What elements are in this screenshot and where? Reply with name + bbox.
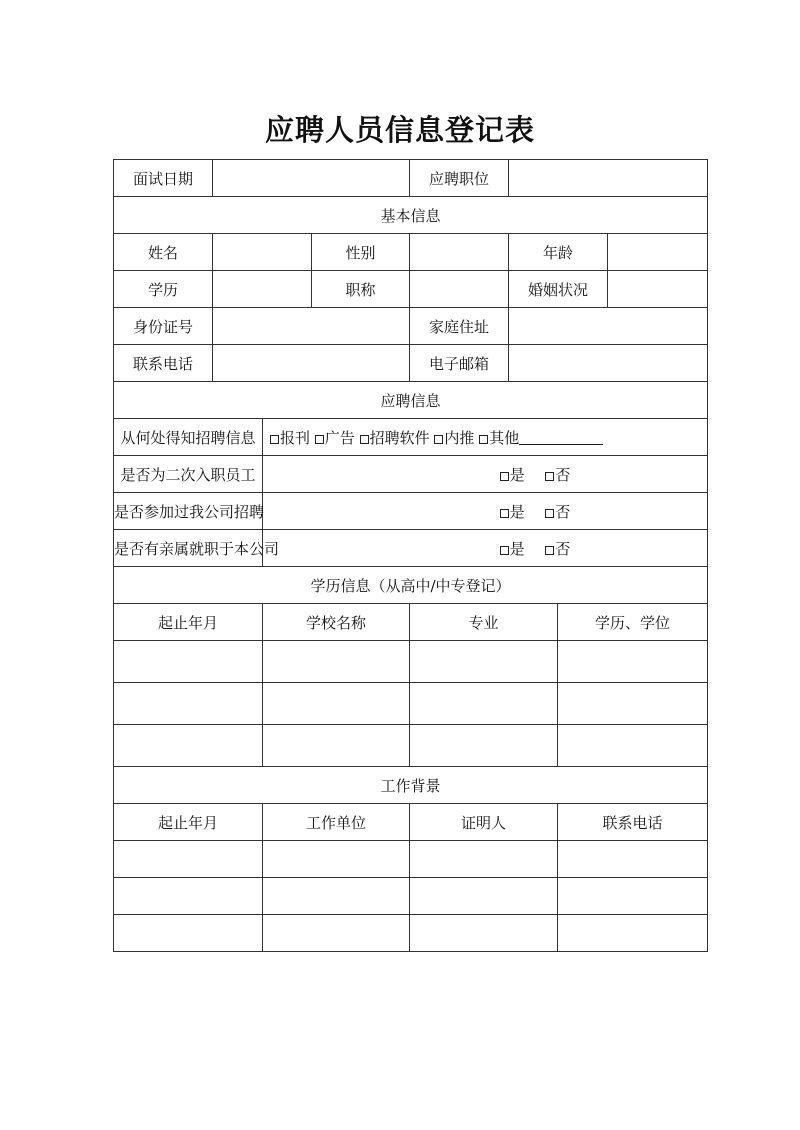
option-newspaper[interactable]: 报刊 bbox=[270, 427, 310, 448]
marital-status-label: 婚姻状况 bbox=[509, 271, 608, 308]
edu-cell[interactable] bbox=[410, 683, 558, 725]
rehire-answer bbox=[263, 456, 708, 493]
work-col-period: 起止年月 bbox=[114, 804, 263, 841]
checkbox-icon[interactable] bbox=[315, 435, 324, 444]
education-info-section-header: 学历信息（从高中/中专登记） bbox=[114, 567, 708, 604]
id-number-field[interactable] bbox=[213, 308, 410, 345]
age-label: 年龄 bbox=[509, 234, 608, 271]
application-info-section-header: 应聘信息 bbox=[114, 382, 708, 419]
table-row bbox=[114, 878, 708, 915]
edu-cell[interactable] bbox=[410, 641, 558, 683]
checkbox-icon[interactable] bbox=[479, 435, 488, 444]
interview-date-label: 面试日期 bbox=[114, 160, 213, 197]
gender-field[interactable] bbox=[410, 234, 509, 271]
name-label: 姓名 bbox=[114, 234, 213, 271]
work-cell[interactable] bbox=[410, 915, 558, 952]
option-referral[interactable]: 内推 bbox=[434, 427, 474, 448]
prior-recruitment-answer bbox=[263, 493, 708, 530]
edu-col-school: 学校名称 bbox=[263, 604, 410, 641]
edu-cell[interactable] bbox=[114, 683, 263, 725]
checkbox-icon[interactable] bbox=[500, 472, 509, 481]
edu-col-period: 起止年月 bbox=[114, 604, 263, 641]
education-field[interactable] bbox=[213, 271, 312, 308]
yes-option[interactable]: 是 bbox=[500, 538, 525, 559]
work-col-reference: 证明人 bbox=[410, 804, 558, 841]
home-address-label: 家庭住址 bbox=[410, 308, 509, 345]
relatives-question: 是否有亲属就职于本公司 bbox=[114, 530, 263, 567]
email-label: 电子邮箱 bbox=[410, 345, 509, 382]
edu-cell[interactable] bbox=[263, 641, 410, 683]
job-title-label: 职称 bbox=[312, 271, 410, 308]
checkbox-icon[interactable] bbox=[500, 509, 509, 518]
checkbox-icon[interactable] bbox=[270, 435, 279, 444]
option-advertisement[interactable]: 广告 bbox=[315, 427, 355, 448]
prior-recruitment-question: 是否参加过我公司招聘 bbox=[114, 493, 263, 530]
gender-label: 性别 bbox=[312, 234, 410, 271]
checkbox-icon[interactable] bbox=[545, 472, 554, 481]
position-label: 应聘职位 bbox=[410, 160, 509, 197]
info-source-options bbox=[263, 419, 708, 456]
id-number-label: 身份证号 bbox=[114, 308, 213, 345]
edu-cell[interactable] bbox=[558, 641, 708, 683]
checkbox-icon[interactable] bbox=[434, 435, 443, 444]
education-label: 学历 bbox=[114, 271, 213, 308]
home-address-field[interactable] bbox=[509, 308, 708, 345]
edu-cell[interactable] bbox=[558, 725, 708, 767]
edu-cell[interactable] bbox=[263, 725, 410, 767]
checkbox-icon[interactable] bbox=[360, 435, 369, 444]
registration-form bbox=[113, 159, 708, 952]
work-background-section-header: 工作背景 bbox=[114, 767, 708, 804]
work-cell[interactable] bbox=[558, 878, 708, 915]
work-cell[interactable] bbox=[114, 915, 263, 952]
table-row bbox=[114, 683, 708, 725]
edu-col-major: 专业 bbox=[410, 604, 558, 641]
phone-label: 联系电话 bbox=[114, 345, 213, 382]
phone-field[interactable] bbox=[213, 345, 410, 382]
edu-cell[interactable] bbox=[263, 683, 410, 725]
edu-cell[interactable] bbox=[558, 683, 708, 725]
relatives-answer bbox=[263, 530, 708, 567]
checkbox-icon[interactable] bbox=[545, 509, 554, 518]
edu-cell[interactable] bbox=[114, 641, 263, 683]
no-option[interactable]: 否 bbox=[545, 538, 570, 559]
edu-cell[interactable] bbox=[114, 725, 263, 767]
checkbox-icon[interactable] bbox=[545, 546, 554, 555]
work-cell[interactable] bbox=[114, 841, 263, 878]
other-fill-line[interactable] bbox=[519, 430, 603, 445]
no-option[interactable]: 否 bbox=[545, 464, 570, 485]
info-source-label: 从何处得知招聘信息 bbox=[114, 419, 263, 456]
yes-option[interactable]: 是 bbox=[500, 464, 525, 485]
edu-cell[interactable] bbox=[410, 725, 558, 767]
work-cell[interactable] bbox=[263, 841, 410, 878]
table-row bbox=[114, 641, 708, 683]
edu-col-degree: 学历、学位 bbox=[558, 604, 708, 641]
basic-info-section-header: 基本信息 bbox=[114, 197, 708, 234]
work-cell[interactable] bbox=[114, 878, 263, 915]
work-cell[interactable] bbox=[558, 841, 708, 878]
yes-option[interactable]: 是 bbox=[500, 501, 525, 522]
position-field[interactable] bbox=[509, 160, 708, 197]
work-cell[interactable] bbox=[410, 841, 558, 878]
work-col-contact-phone: 联系电话 bbox=[558, 804, 708, 841]
table-row bbox=[114, 915, 708, 952]
name-field[interactable] bbox=[213, 234, 312, 271]
checkbox-icon[interactable] bbox=[500, 546, 509, 555]
work-cell[interactable] bbox=[558, 915, 708, 952]
table-row bbox=[114, 841, 708, 878]
interview-date-field[interactable] bbox=[213, 160, 410, 197]
email-field[interactable] bbox=[509, 345, 708, 382]
work-cell[interactable] bbox=[263, 878, 410, 915]
table-row bbox=[114, 725, 708, 767]
marital-status-field[interactable] bbox=[608, 271, 708, 308]
rehire-question: 是否为二次入职员工 bbox=[114, 456, 263, 493]
no-option[interactable]: 否 bbox=[545, 501, 570, 522]
option-other[interactable]: 其他 bbox=[479, 427, 603, 448]
work-cell[interactable] bbox=[410, 878, 558, 915]
job-title-field[interactable] bbox=[410, 271, 509, 308]
page-title: 应聘人员信息登记表 bbox=[264, 113, 535, 147]
option-recruiting-app[interactable]: 招聘软件 bbox=[360, 427, 430, 448]
work-cell[interactable] bbox=[263, 915, 410, 952]
age-field[interactable] bbox=[608, 234, 708, 271]
work-col-employer: 工作单位 bbox=[263, 804, 410, 841]
